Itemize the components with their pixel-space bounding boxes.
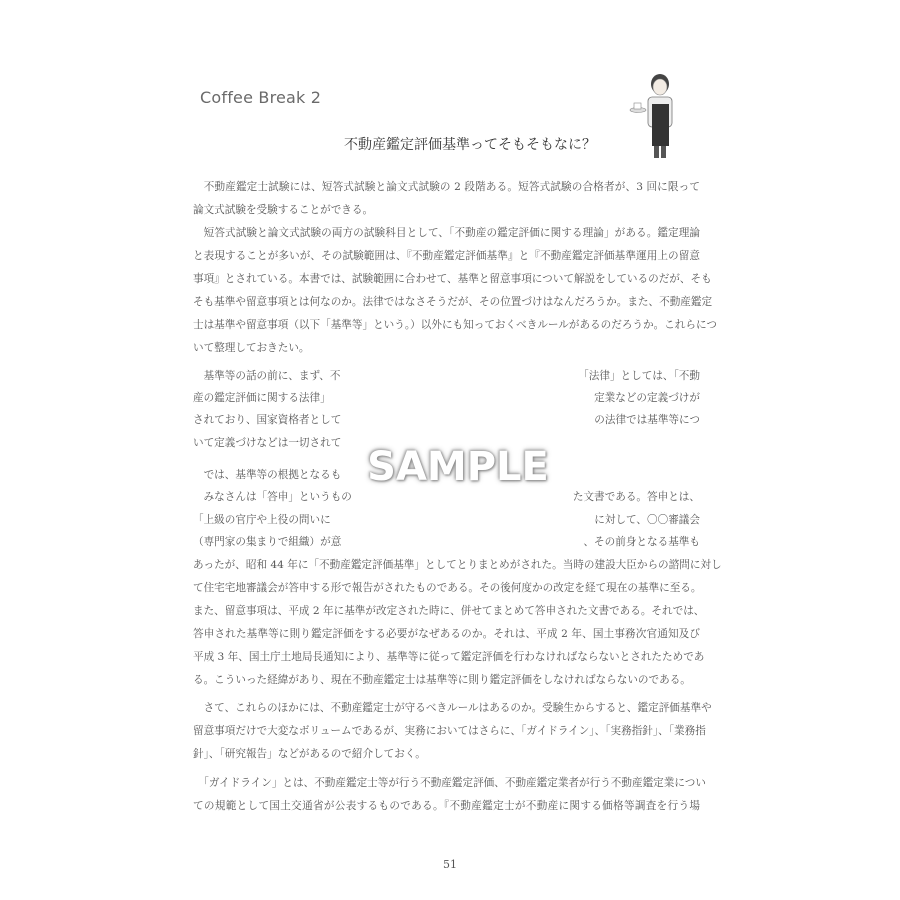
line-left: では、基準等の根拠となるも [193,469,342,481]
page-number: 51 [443,858,457,871]
line-left: （専門家の集まりで組織）が意 [193,536,342,548]
line-right: の法律では基準等につ [594,414,700,426]
line-right: 、その前身となる基準も [583,536,700,548]
body-line: いて整理しておきたい。 [193,342,310,354]
body-line: と表現することが多いが、その試験範囲は、『不動産鑑定評価基準』と『不動産鑑定評価基準運用上の留意 [193,250,700,262]
line-left: みなさんは「答申」というもの [193,491,352,503]
line-left: されており、国家資格者として [193,414,342,426]
body-line: 答申された基準等に則り鑑定評価をする必要がなぜあるのか。それは、平成 2 年、国土事務次官通知及び [193,628,700,640]
body-line: 事項』とされている。本書では、試験範囲に合わせて、基準と留意事項について解説をしているのだが、そも [193,273,712,285]
sample-watermark: SAMPLE [367,444,549,490]
body-line: 平成 3 年、国土庁土地局長通知により、基準等に従って鑑定評価を行わなければならないとされたためであ [193,651,705,663]
body-line: る。こういった経緯があり、現在不動産鑑定士は基準等に則り鑑定評価をしなければならないのである。 [193,674,691,686]
line-left: 「上級の官庁や上役の問いに [193,514,331,526]
body-line-partial [193,369,700,383]
line-left: いて定義づけなどは一切されて [193,437,342,449]
line-left: 基準等の話の前に、まず、不 [193,370,341,382]
line-left: 産の鑑定評価に関する法律」 [193,392,331,404]
line-right: 「法律」としては、「不動 [578,370,700,382]
series-label: Coffee Break 2 [200,88,322,107]
body-line: 短答式試験と論文式試験の両方の試験科目として、「不動産の鑑定評価に関する理論」がある。鑑定理論 [193,227,700,239]
body-line: ての規範として国土交通省が公表するものである。『不動産鑑定士が不動産に関する価格等調査を行う場 [193,800,700,812]
body-line: そも基準や留意事項とは何なのか。法律ではなさそうだが、その位置づけはなんだろうか。また、不動産鑑定 [193,296,713,308]
body-line: また、留意事項は、平成 2 年に基準が改定された時に、併せてまとめて答申された文書である。それでは、 [193,605,705,617]
page-title: 不動産鑑定評価基準ってそもそもなに？ [344,137,596,153]
body-line: 針」、「研究報告」などがあるので紹介しておく。 [193,748,426,760]
body-line: 不動産鑑定士試験には、短答式試験と論文式試験の 2 段階ある。短答式試験の合格者が、3 回に限って [193,181,700,193]
body-line: さて、これらのほかには、不動産鑑定士が守るべきルールはあるのか。受験生からすると、鑑定評価基準や [193,702,712,714]
body-line: て住宅宅地審議会が答申する形で報告がされたものである。その後何度かの改定を経て現在の基準に至る。 [193,582,702,594]
line-right: 定業などの定義づけが [594,392,700,404]
body-line: あったが、昭和 44 年に「不動産鑑定評価基準」としてとりまとめがされた。当時の建設大臣からの諮問に対し [193,559,722,571]
line-right: た文書である。答申とは、 [572,491,700,503]
body-line: 論文式試験を受験することができる。 [193,204,374,216]
body-line: 留意事項だけで大変なボリュームであるが、実務においてはさらに、「ガイドライン」、「実務指針」、「業務指 [193,725,706,737]
body-line: 「ガイドライン」とは、不動産鑑定士等が行う不動産鑑定評価、不動産鑑定業者が行う不動産鑑定業につい [193,777,706,789]
body-line: 士は基準や留意事項（以下「基準等」という。）以外にも知っておくべきルールがあるのだろうか。これらにつ [193,319,717,331]
line-right: に対して、〇〇審議会 [594,514,700,526]
